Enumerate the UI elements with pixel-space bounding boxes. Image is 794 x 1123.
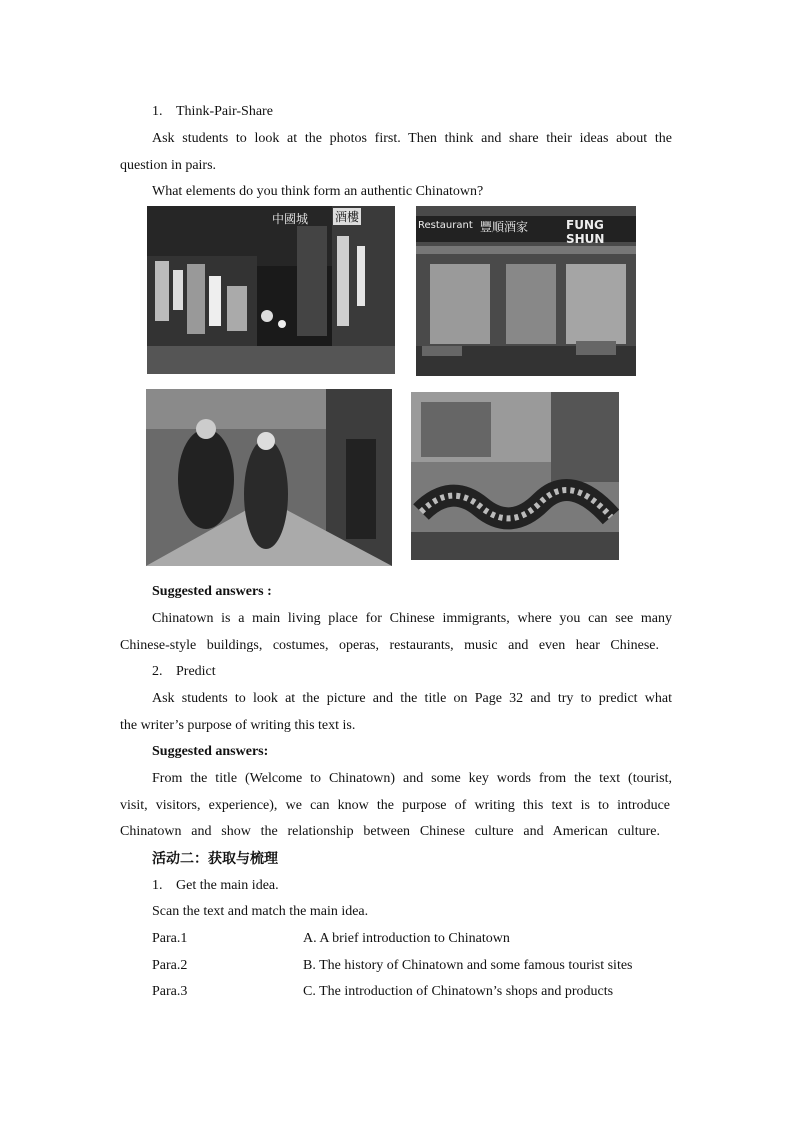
photo-night-street — [147, 206, 395, 374]
section2-number: 2. — [152, 664, 163, 679]
activity2-heading — [152, 877, 672, 895]
section2-heading — [152, 663, 672, 681]
street-sign-text-2: 酒樓 — [334, 210, 359, 224]
answers1-line2: Chinese-style buildings, costumes, operas, restaurants, music and even hear Chinese. — [120, 638, 659, 653]
match-para-label: Para.2 — [152, 958, 188, 973]
answers1-label: Suggested answers : — [152, 584, 272, 599]
answers2-label: Suggested answers: — [152, 744, 269, 759]
match-para-label: Para.1 — [152, 931, 188, 946]
activity2-heading-text: Get the main idea. — [176, 878, 279, 893]
restaurant-sign-en: Restaurant — [418, 220, 473, 231]
section2-title: Predict — [176, 664, 216, 679]
answers2-line2: visit, visitors, experience), we can know the purpose of writing this text is to introduce — [120, 798, 670, 813]
match-para-label: Para.3 — [152, 984, 188, 999]
section1-instruction-line2: question in pairs. — [120, 158, 217, 173]
answers2-line1: From the title (Welcome to Chinatown) and some key words from the text (tourist, — [152, 771, 672, 786]
activity2-title: 活动二：获取与梳理 — [152, 851, 278, 867]
restaurant-sign-name: FUNG SHUN — [566, 218, 605, 246]
restaurant-sign-cn: 豐順酒家 — [480, 220, 529, 234]
section1-instruction-line1: Ask students to look at the photos first. Then think and share their ideas about the — [152, 131, 672, 146]
answers2-line3: Chinatown and show the relationship between Chinese culture and American culture. — [120, 824, 660, 839]
photo-restaurant — [416, 206, 636, 376]
photo-opera-parade — [146, 389, 392, 566]
activity2-number: 1. — [152, 878, 163, 893]
section2-line1: Ask students to look at the picture and the title on Page 32 and try to predict what — [152, 691, 672, 706]
answers1-line1: Chinatown is a main living place for Chinese immigrants, where you can see many — [152, 611, 672, 626]
section1-question: What elements do you think form an authentic Chinatown? — [152, 184, 484, 199]
photo-dragon-dance — [411, 392, 619, 560]
section1-title: Think-Pair-Share — [176, 104, 273, 119]
match-idea-text: A. A brief introduction to Chinatown — [303, 931, 510, 946]
activity2-instruction: Scan the text and match the main idea. — [152, 904, 369, 919]
section2-line2: the writer’s purpose of writing this text is. — [120, 718, 356, 733]
section1-heading — [152, 103, 672, 121]
street-sign-text-1: 中國城 — [272, 212, 309, 226]
section1-number: 1. — [152, 104, 163, 119]
match-idea-text: B. The history of Chinatown and some famous tourist sites — [303, 958, 633, 973]
match-idea-text: C. The introduction of Chinatown’s shops and products — [303, 984, 614, 999]
